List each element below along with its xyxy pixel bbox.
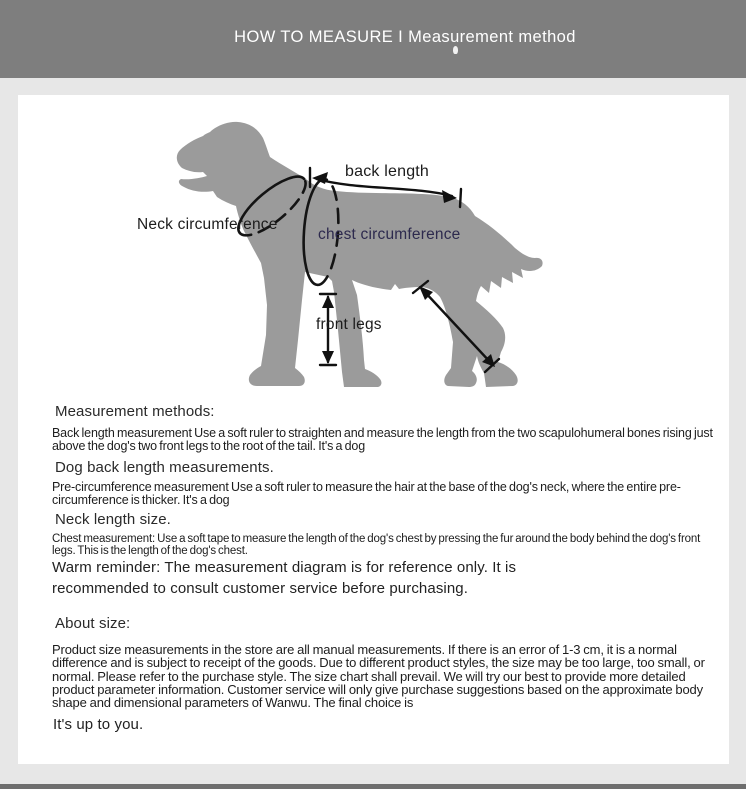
- measurement-methods-heading: Measurement methods:: [55, 403, 215, 420]
- neck-heading: Neck length size.: [55, 511, 171, 528]
- back-length-heading: Dog back length measurements.: [55, 459, 274, 476]
- page-header: [0, 0, 746, 78]
- content-card: [18, 95, 729, 764]
- dog-measurement-diagram: [18, 95, 729, 405]
- front-legs-label: front legs: [316, 316, 382, 333]
- back-length-label: back length: [345, 163, 430, 180]
- measurement-text-section: [52, 403, 720, 733]
- closing-line: It's up to you.: [53, 716, 144, 734]
- chest-measurement-paragraph: Chest measurement: Use a soft tape to measure the length of the dog's chest by pressing the fur around the body behind the dog's front legs. This is the length of the dog's chest.: [52, 533, 701, 557]
- dog-silhouette: [177, 122, 543, 387]
- title-accent-dot: [453, 46, 458, 54]
- pre-circumference-paragraph: Pre-circumference measurement Use a soft ruler to measure the hair at the base of the dog's neck, where the entire pre-circumference is thicker. It's a dog: [52, 480, 681, 507]
- back-length-paragraph: Back length measurement Use a soft ruler to straighten and measure the length from the two scapulohumeral bones rising just above the dog's two front legs to the root of the tail. It's a dog: [52, 426, 713, 453]
- warm-reminder: Warm reminder: The measurement diagram is for reference only. It is recommended to consult customer service before purchasing.: [52, 559, 517, 597]
- page-title: HOW TO MEASURE I Measurement method: [234, 28, 576, 46]
- bottom-divider-strip: [0, 784, 746, 789]
- neck-circumference-label: Neck circumference: [137, 216, 278, 233]
- chest-circumference-label: chest circumference: [318, 226, 461, 243]
- about-size-heading: About size:: [55, 615, 131, 632]
- about-size-paragraph: Product size measurements in the store are all manual measurements. If there is an error of 1-3 cm, it is a normal difference and is subject to receipt of the goods. Due to different product styles, the size may be too large, too small, or normal. Please refer to the purchase style. The size chart shall prevail. We will try our best to provide more detailed product parameter information. Customer service will only give purchase suggestions based on the approximate body shape and dimensional parameters of Wanwu. The final choice is: [52, 642, 705, 711]
